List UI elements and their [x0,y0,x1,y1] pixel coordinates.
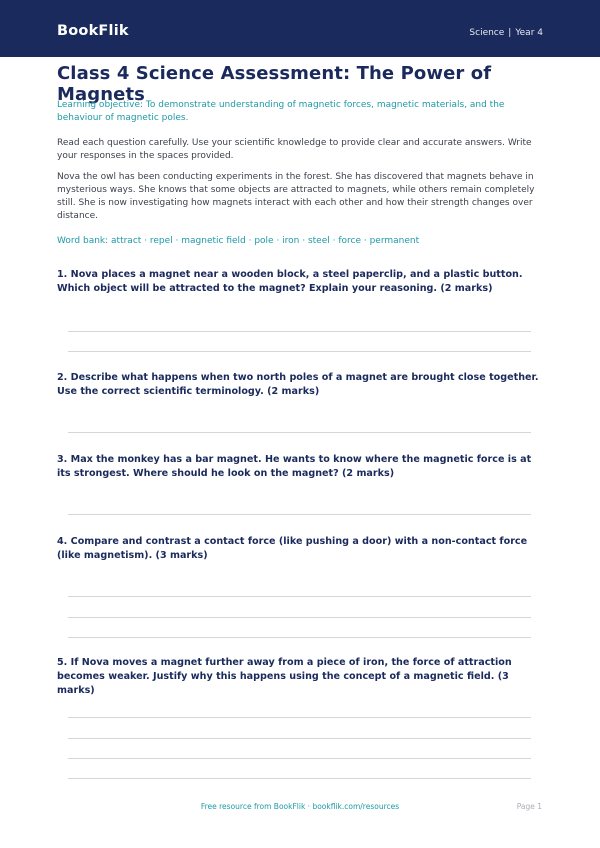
answer-line[interactable] [68,596,531,597]
meta-separator: | [508,28,512,38]
page-number: Page 1 [516,802,542,811]
answer-line[interactable] [68,637,531,638]
subject-label: Science [469,28,505,38]
answer-line[interactable] [68,758,531,759]
answer-line[interactable] [68,432,531,433]
subject-year-label [469,28,543,38]
answer-line[interactable] [68,617,531,618]
question-2: 2. Describe what happens when two north poles of a magnet are brought close together. Use the correct scientific terminology. (2 marks) [57,372,539,397]
header-bar [0,0,600,57]
question-4: 4. Compare and contrast a contact force (like pushing a door) with a non-contact force (like magnetism). (3 marks) [57,536,528,561]
year-label: Year 4 [515,28,543,38]
question-5: 5. If Nova moves a magnet further away from a piece of iron, the force of attraction becomes weaker. Justify why this happens using the concept of a magnetic field. (3 marks) [57,657,512,696]
instructions-text: Read each question carefully. Use your scientific knowledge to provide clear and accurate answers. Write your responses in the spaces provided. [57,138,532,161]
brand-logo-text[interactable]: BookFlik [57,23,129,39]
footer-resource-link[interactable]: Free resource from BookFlik · bookflik.com/resources [200,802,400,811]
answer-line[interactable] [68,514,531,515]
answer-line[interactable] [68,331,531,332]
learning-objective: Learning objective: To demonstrate understanding of magnetic forces, magnetic materials, and the behaviour of magnetic poles. [57,100,505,123]
answer-line[interactable] [68,717,531,718]
question-3: 3. Max the monkey has a bar magnet. He wants to know where the magnetic force is at its strongest. Where should he look on the magnet? (2 marks) [57,454,532,479]
answer-line[interactable] [68,351,531,352]
answer-line[interactable] [68,738,531,739]
question-1: 1. Nova places a magnet near a wooden block, a steel paperclip, and a plastic button. Which object will be attracted to the magnet? Explain your reasoning. (2 marks) [57,269,523,294]
word-bank: Word bank: attract · repel · magnetic field · pole · iron · steel · force · permanent [57,236,420,246]
answer-line[interactable] [68,778,531,779]
story-text: Nova the owl has been conducting experiments in the forest. She has discovered that magnets behave in mysterious ways. She knows that some objects are attracted to magnets, while others remain completely still. She is now investigating how magnets interact with each other and how their strength changes over distance. [57,172,535,221]
page-title: Class 4 Science Assessment: The Power of Magnets [57,63,492,105]
